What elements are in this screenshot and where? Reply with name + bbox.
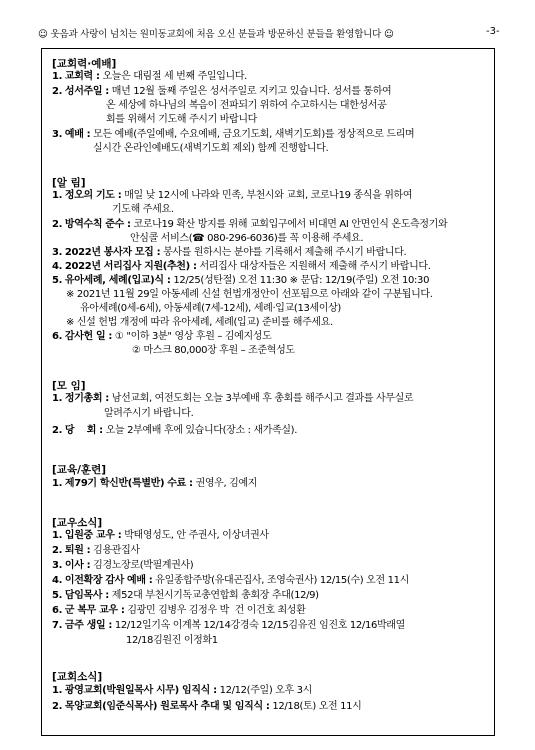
notice-item-5-line-4: ※ 신설 헌법 개정에 따라 유아세례, 세례(입교) 준비를 해주세요. — [66, 317, 333, 328]
section-title-education: [교육/훈련] — [52, 464, 107, 476]
members-item-7-line-2: 12/18김원진 이정화1 — [126, 635, 218, 646]
calendar-item-3-line-2: 실시간 온라인예배도(새벽기도회 제외) 함께 진행합니다. — [93, 143, 329, 154]
members-item-5: 5. 담임목사 : 제52대 부천시기독교총연합회 총회장 추대(12/9) — [52, 590, 319, 601]
calendar-item-2-line-2: 온 세상에 하나님의 복음이 전파되기 위하여 수고하시는 대한성서공 — [106, 100, 387, 111]
calendar-item-2-line-3: 회를 위해서 기도해 주시기 바랍니다 — [106, 114, 257, 125]
members-item-7: 7. 금주 생일 : 12/12일기옥 이계복 12/14강경숙 12/15김유진 임진호 12/16박래열 — [52, 620, 405, 631]
notice-item-5: 5. 유아세례, 세례(입교)식 : 12/25(성탄절) 오전 11:30 ※ 문답: 12/19(주일) 오전 10:30 — [52, 275, 430, 286]
notice-item-5-line-3: 유아세례(0세-6세), 아동세례(7세-12세), 세례·입교(13세이상) — [80, 303, 341, 314]
church-item-1: 1. 광영교회(박원일목사 시무) 임직식 : 12/12(주일) 오후 3시 — [52, 685, 312, 696]
notice-item-6-line-2: ② 마스크 80,000장 후원 – 조준혁성도 — [132, 345, 295, 356]
notice-item-1: 1. 정오의 기도 : 매일 낮 12시에 나라와 민족, 부천시와 교회, 코로나19 종식을 위하여 — [52, 190, 413, 201]
members-item-3: 3. 이사 : 김경노장로(박필계권사) — [52, 560, 194, 571]
welcome-banner: ☺ 웃음과 사랑이 넘치는 원미동교회에 처음 오신 분들과 방문하신 분들을 환영합니다 ☺ — [38, 29, 394, 40]
members-item-6: 6. 군 복무 교우 : 김광민 김병우 김정우 박 건 이건호 최성환 — [52, 605, 306, 616]
members-item-1: 1. 입원중 교우 : 박태영성도, 안 주권사, 이상녀권사 — [52, 530, 269, 541]
section-title-notices: [알 림] — [52, 177, 86, 189]
calendar-item-1: 1. 교회력 : 오늘은 대림절 세 번째 주일입니다. — [52, 71, 247, 82]
notice-item-6: 6. 감사헌 일 : ① "이하 3분" 영상 후원 – 김예지성도 — [52, 331, 272, 342]
notice-item-1-line-2: 기도해 주세요. — [112, 204, 174, 215]
members-item-2: 2. 퇴원 : 김용관집사 — [52, 545, 140, 556]
section-title-meeting: [모 임] — [52, 380, 86, 392]
members-item-4: 4. 이전확장 감사 예배 : 유일종합주방(유대곤집사, 조영숙권사) 12/15(수) 오전 11시 — [52, 575, 409, 586]
calendar-item-3: 3. 예배 : 모든 예배(주일예배, 수요예배, 금요기도회, 새벽기도회)를 정상적으로 드리며 — [52, 129, 415, 140]
section-title-members: [교우소식] — [52, 517, 103, 529]
meeting-item-1-line-2: 알려주시기 바랍니다. — [104, 408, 194, 419]
meeting-item-2: 2. 당 회 : 오늘 2부예배 후에 있습니다(장소 : 새가족실). — [52, 425, 298, 436]
section-title-church: [교회소식] — [52, 671, 103, 683]
meeting-item-1: 1. 정기총회 : 남선교회, 여전도회는 오늘 3부예배 후 총회를 해주시고 결과를 사무실로 — [52, 393, 414, 404]
notice-item-5-line-2: ※ 2021년 11월 29일 아동세례 신설 헌법개정안이 선포됨으로 아래와 같이 구분됩니다. — [66, 289, 433, 300]
notice-item-4: 4. 2022년 서리집사 지원(추천) : 서리집사 대상자들은 지원해서 제출해 주시기 바랍니다. — [52, 261, 431, 272]
page-number: -3- — [486, 26, 500, 37]
church-item-2: 2. 목양교회(임준식목사) 원로목사 추대 및 임직식 : 12/18(토) 오전 11시 — [52, 701, 362, 712]
notice-item-3: 3. 2022년 봉사자 모집 : 봉사를 원하시는 분야를 기록해서 제출해 주시기 바랍니다. — [52, 247, 407, 258]
page-header — [0, 26, 535, 42]
notice-item-2: 2. 방역수칙 준수 : 코로나19 확산 방지를 위해 교회입구에서 비대면 AI 안면인식 온도측정기와 — [52, 219, 448, 230]
section-title-calendar: [교회력·예배] — [52, 58, 117, 70]
calendar-item-2: 2. 성서주일 : 매년 12월 둘째 주일은 성서주일로 지키고 있습니다. 성서를 통하여 — [52, 86, 392, 97]
notice-item-2-line-2: 안심콜 서비스(☎ 080-296-6036)를 꼭 이용해 주세요. — [130, 233, 364, 244]
education-item-1: 1. 제79기 학신반(특별반) 수료 : 권영우, 김예지 — [52, 478, 258, 489]
